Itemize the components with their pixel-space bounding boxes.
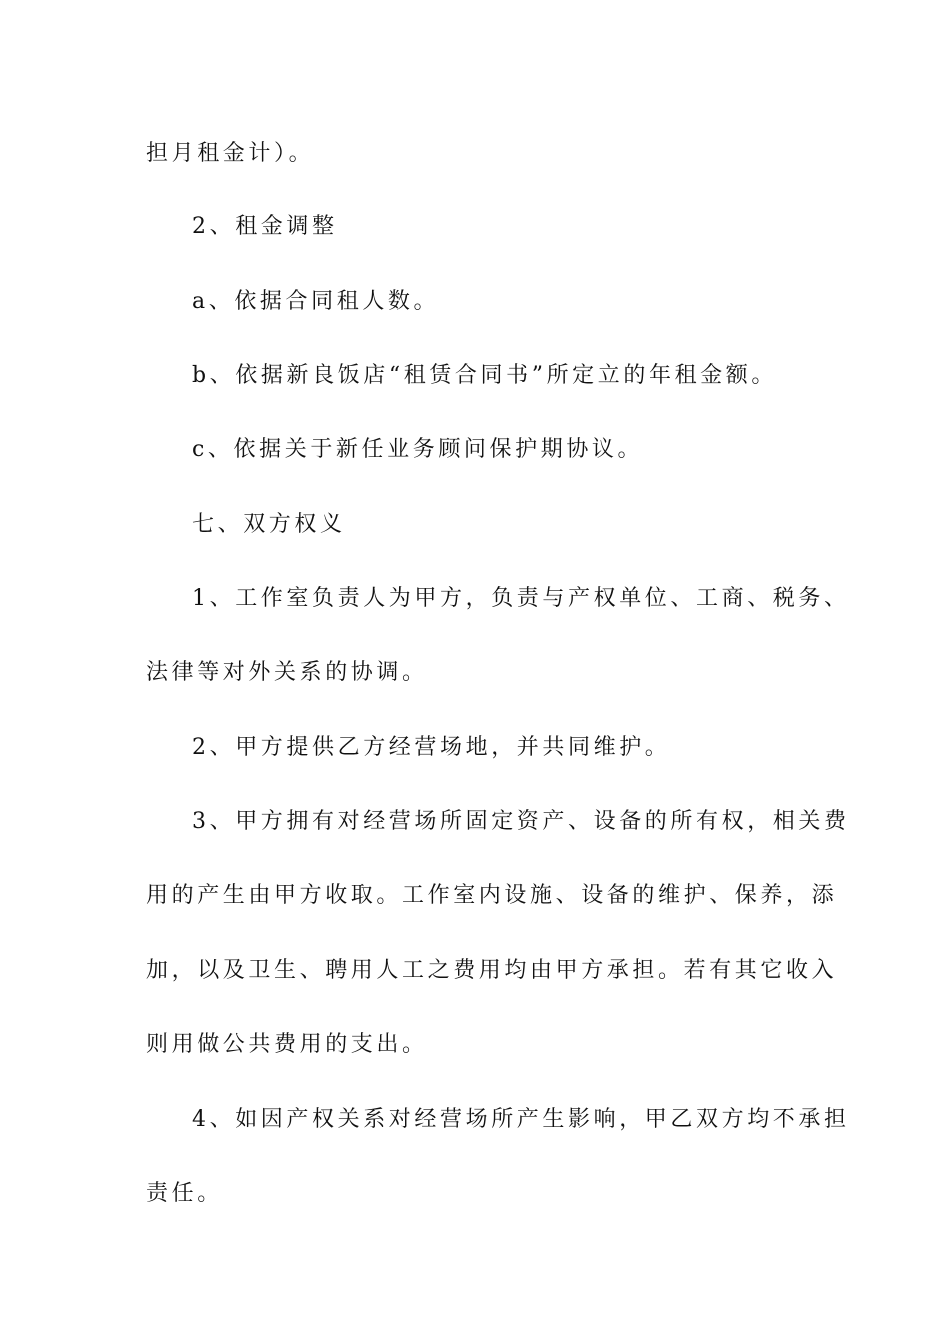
paragraph-line: 用的产生由甲方收取。工作室内设施、设备的维护、保养，添	[146, 883, 838, 908]
paragraph-line: 担月租金计）。	[146, 141, 315, 166]
paragraph-line: 4、如因产权关系对经营场所产生影响，甲乙双方均不承担	[192, 1107, 850, 1132]
section-heading-rights: 七、双方权义	[192, 512, 346, 537]
list-item-a: a、依据合同租人数。	[192, 289, 440, 314]
paragraph-line: 2、甲方提供乙方经营场地，并共同维护。	[192, 735, 671, 760]
list-item-c: c、依据关于新任业务顾问保护期协议。	[192, 437, 644, 462]
paragraph-line: 1、工作室负责人为甲方，负责与产权单位、工商、税务、	[192, 586, 850, 611]
paragraph-line: 法律等对外关系的协调。	[146, 660, 428, 685]
section-heading-rent-adjustment: 2、租金调整	[192, 214, 338, 239]
paragraph-line: 3、甲方拥有对经营场所固定资产、设备的所有权，相关费	[192, 809, 850, 834]
paragraph-line: 则用做公共费用的支出。	[146, 1032, 428, 1057]
list-item-b: b、依据新良饭店“租赁合同书”所定立的年租金额。	[192, 363, 777, 388]
paragraph-line: 加，以及卫生、聘用人工之费用均由甲方承担。若有其它收入	[146, 958, 838, 983]
paragraph-line: 责任。	[146, 1181, 223, 1206]
